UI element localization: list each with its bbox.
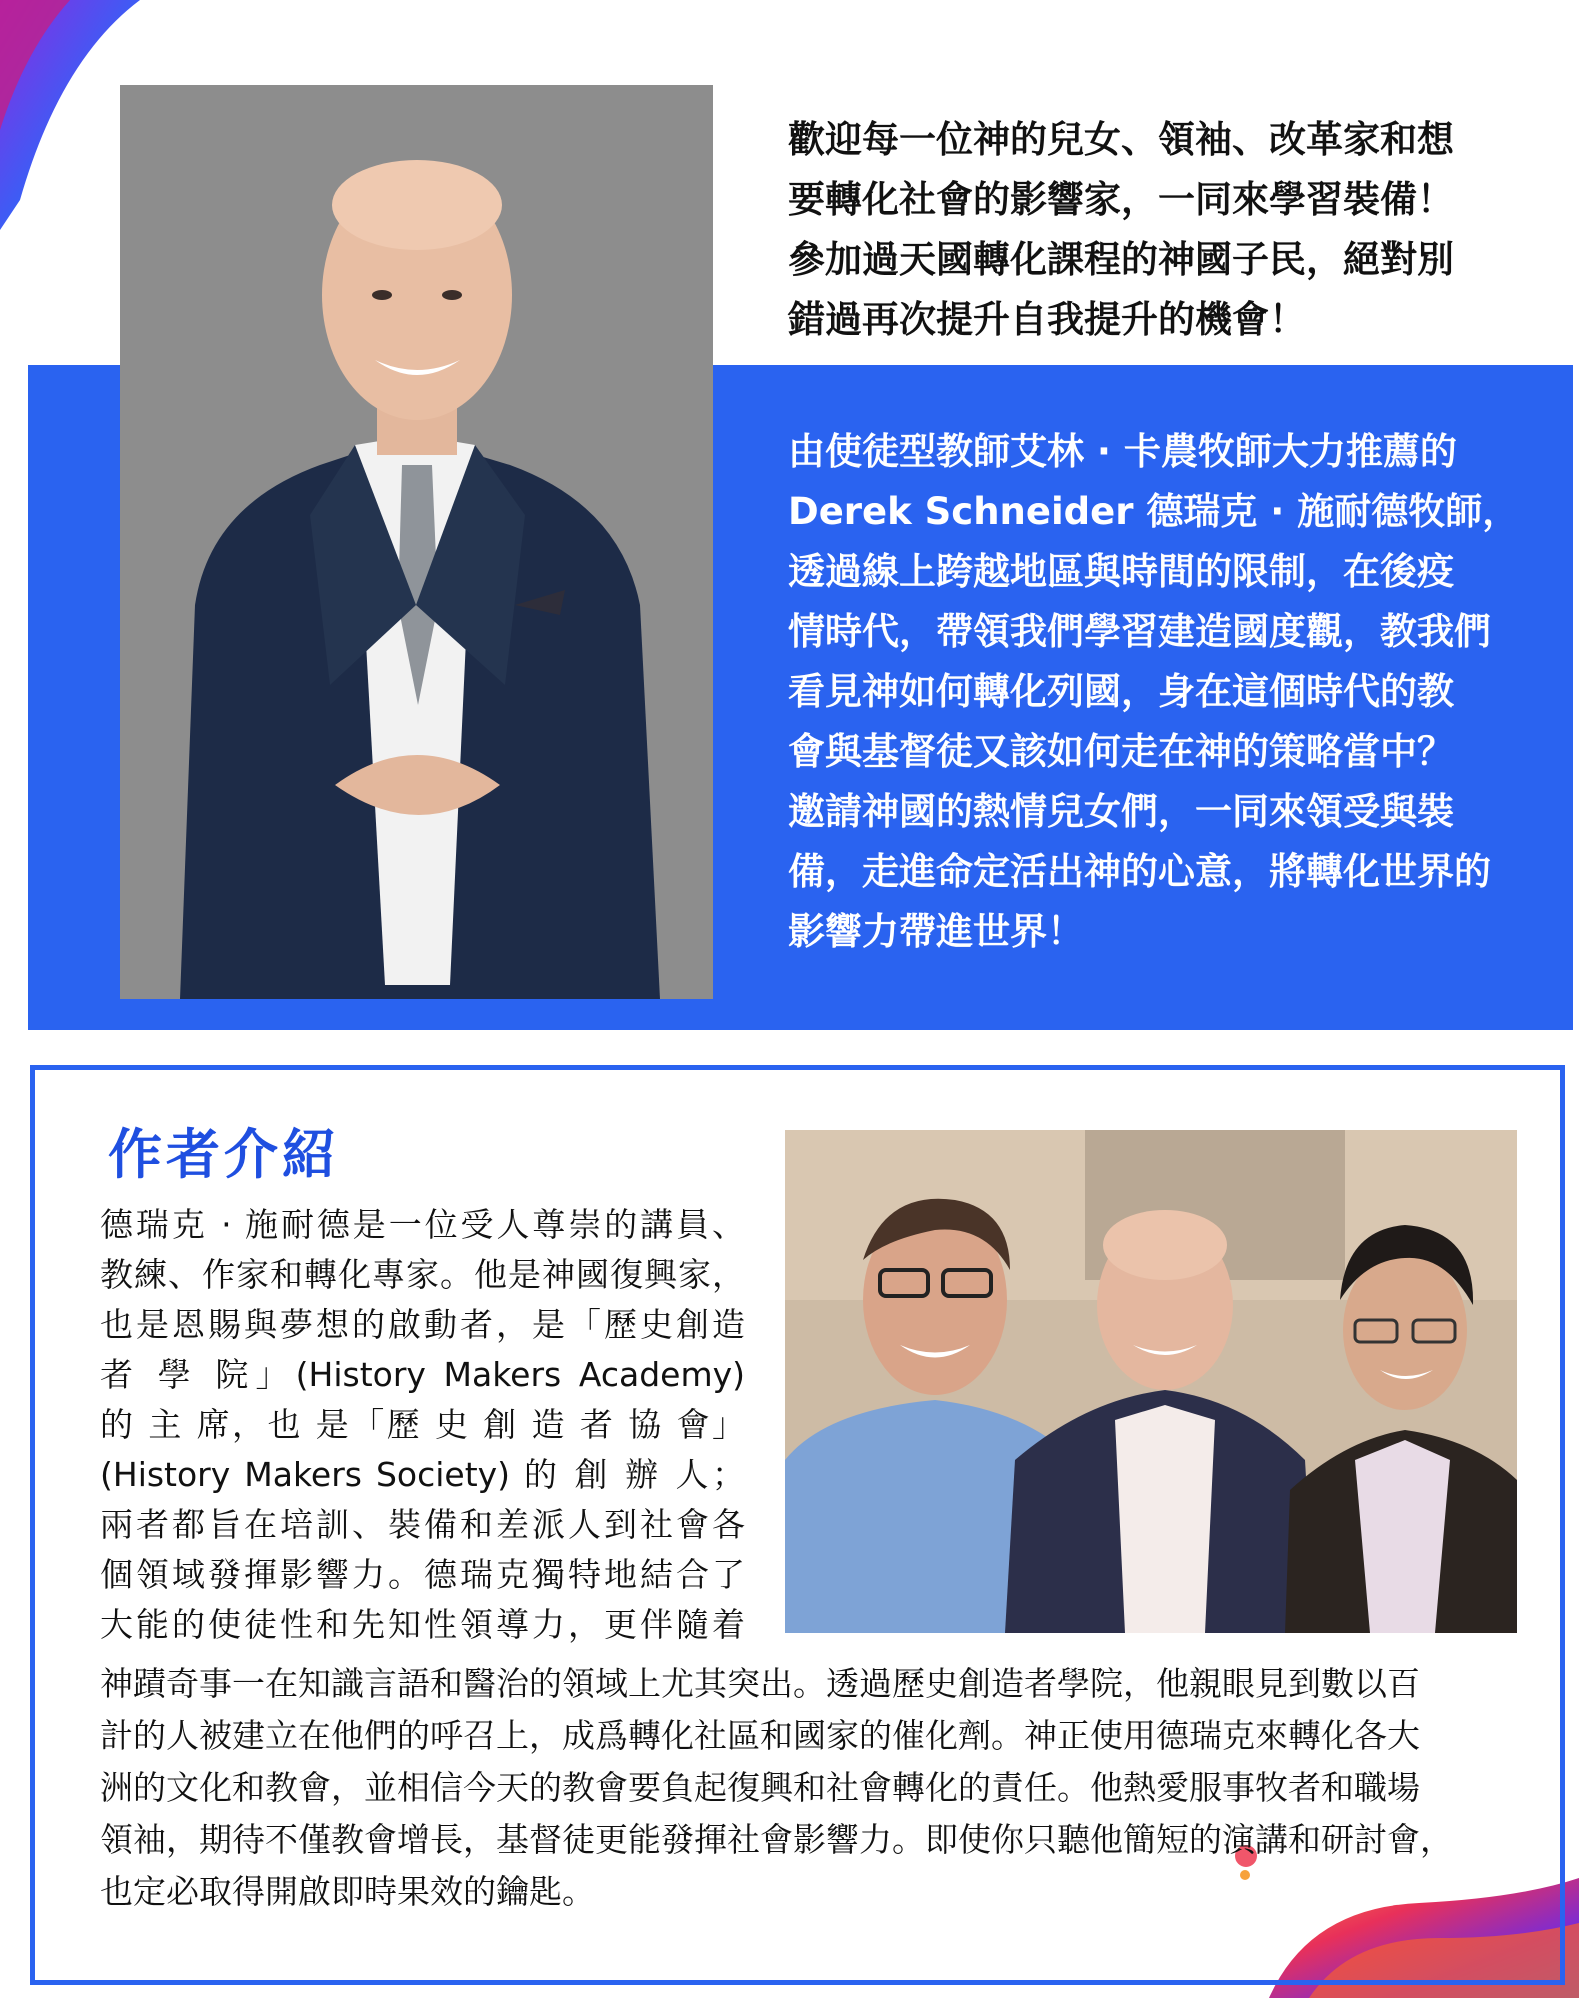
intro-line: 錯過再次提升自我提升的機會！	[788, 298, 1306, 341]
author-bio-line: 者 學 院」(History Makers Academy)	[100, 1355, 745, 1394]
author-bio-line: 兩者都旨在培訓、裝備和差派人到社會各	[100, 1505, 745, 1544]
promo-paragraph	[788, 422, 1528, 962]
author-bio-line: (History Makers Society) 的 創 辦 人；	[100, 1455, 745, 1494]
promo-line: Derek Schneider 德瑞克 · 施耐德牧師，	[788, 490, 1520, 533]
author-bio-line: 個領域發揮影響力。德瑞克獨特地結合了	[100, 1555, 745, 1594]
portrait-photo	[120, 85, 713, 999]
author-bio-line: 計的人被建立在他們的呼召上，成爲轉化社區和國家的催化劑。神正使用德瑞克來轉化各大	[100, 1716, 1420, 1755]
intro-paragraph	[788, 110, 1528, 350]
author-bio-line: 洲的文化和教會，並相信今天的教會要負起復興和社會轉化的責任。他熱愛服事牧者和職場	[100, 1768, 1420, 1807]
author-bio-continued	[100, 1658, 1520, 1918]
intro-line: 歡迎每一位神的兒女、領袖、改革家和想	[788, 118, 1454, 161]
promo-line: 透過線上跨越地區與時間的限制，在後疫	[788, 550, 1454, 593]
author-bio-line: 領袖，期待不僅教會增長，基督徒更能發揮社會影響力。即使你只聽他簡短的演講和研討會，	[100, 1820, 1453, 1859]
promo-line: 會與基督徒又該如何走在神的策略當中？	[788, 730, 1454, 773]
author-bio-line: 也是恩賜與夢想的啟動者，是「歷史創造	[100, 1305, 745, 1344]
author-bio-line: 大能的使徒性和先知性領導力，更伴隨着	[100, 1605, 745, 1644]
promo-line: 由使徒型教師艾林 · 卡農牧師大力推薦的	[788, 430, 1457, 473]
author-section-title: 作者介紹	[108, 1123, 340, 1186]
author-bio-line: 也定必取得開啟即時果效的鑰匙。	[100, 1872, 595, 1911]
intro-line: 要轉化社會的影響家，一同來學習裝備！	[788, 178, 1454, 221]
author-bio-line: 神蹟奇事一在知識言語和醫治的領域上尤其突出。透過歷史創造者學院，他親眼見到數以百	[100, 1664, 1420, 1703]
intro-line: 參加過天國轉化課程的神國子民，絕對別	[788, 238, 1454, 281]
promo-line: 影響力帶進世界！	[788, 910, 1084, 953]
author-bio-line: 的 主 席，也 是「歷 史 創 造 者 協 會」	[100, 1405, 745, 1444]
promo-line: 邀請神國的熱情兒女們，一同來領受與裝	[788, 790, 1454, 833]
author-bio-line: 德瑞克 · 施耐德是一位受人尊崇的講員、	[100, 1205, 745, 1244]
author-bio-line: 教練、作家和轉化專家。他是神國復興家，	[100, 1255, 745, 1294]
author-bio-column	[100, 1200, 745, 1650]
promo-line: 看見神如何轉化列國，身在這個時代的教	[788, 670, 1454, 713]
promo-line: 備，走進命定活出神的心意，將轉化世界的	[788, 850, 1491, 893]
promo-line: 情時代，帶領我們學習建造國度觀，教我們	[788, 610, 1491, 653]
group-photo	[785, 1130, 1517, 1633]
